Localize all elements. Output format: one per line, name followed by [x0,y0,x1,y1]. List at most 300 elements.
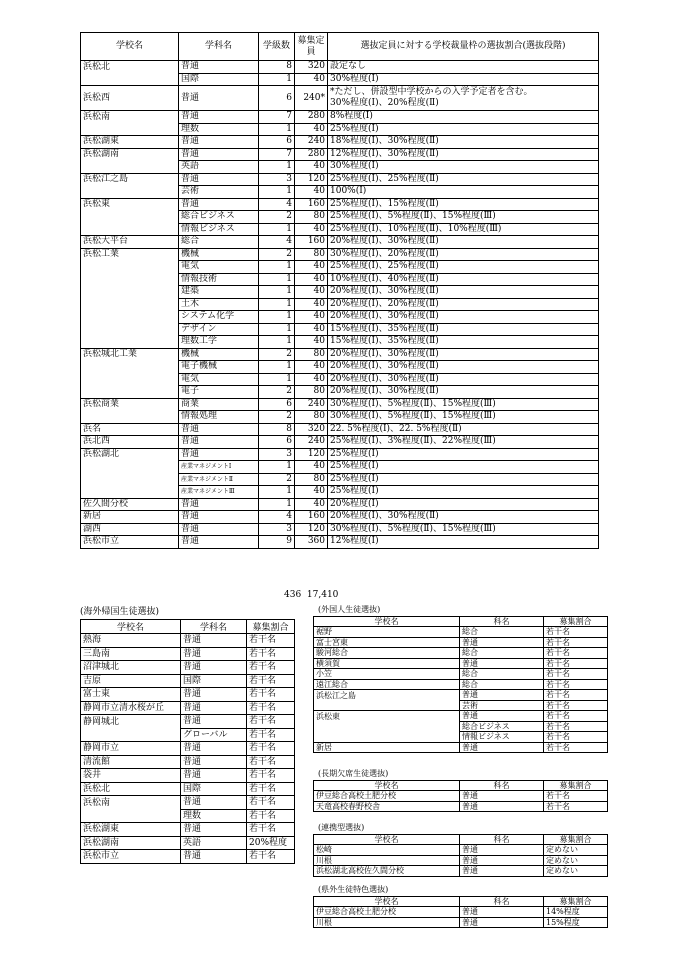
ratio-cell: 30%程度(Ⅰ)、20%程度(Ⅱ) [328,248,599,261]
course-cell: 普通 [179,61,259,74]
capacity-cell: 80 [295,248,328,261]
school-cell [81,311,179,324]
table-row [81,173,599,186]
renkei-header-course: 科名 [460,835,544,845]
table-row [81,398,599,411]
ratio-cell: 若干名 [544,627,608,638]
table-row [314,866,608,877]
ratio-cell: 15%程度 [544,917,608,928]
school-cell: 浜松江之島 [314,690,460,701]
course-cell: 普通 [179,136,259,149]
renkei-header-school: 学校名 [314,835,460,845]
school-cell: 横須賀 [314,658,460,669]
kaigai-header-ratio: 募集割合 [247,620,295,634]
ratio-cell: 若干名 [544,669,608,680]
school-cell: 静岡城北 [81,715,181,729]
school-cell: 川根 [314,917,460,928]
school-cell: 伊豆総合高校土肥分校 [314,791,460,802]
course-cell: 普通 [179,148,259,161]
school-cell [81,261,179,274]
school-cell: 遠江総合 [314,679,460,690]
table-row [81,261,599,274]
kaigai-header-course: 学科名 [181,620,247,634]
school-cell [81,473,179,486]
ratio-cell: 25%程度(Ⅰ)、3%程度(Ⅱ)、22%程度(Ⅲ) [328,436,599,449]
ratio-cell: 20%程度 [247,836,295,850]
total-row [284,590,338,600]
classes-cell: 1 [259,323,295,336]
capacity-cell: 40 [295,336,328,349]
capacity-cell: 120 [295,523,328,536]
capacity-cell: 80 [295,386,328,399]
table-row [81,148,599,161]
ratio-cell: 20%程度(Ⅰ) [328,498,599,511]
capacity-cell: 320 [295,61,328,74]
ratio-cell: 若干名 [247,755,295,769]
table-row [314,845,608,856]
course-cell: 普通 [181,634,247,648]
table-row [81,223,599,236]
table-row [81,634,295,648]
school-cell [81,728,181,742]
capacity-cell: 40 [295,373,328,386]
capacity-cell: 40 [295,311,328,324]
capacity-cell: 40 [295,186,328,199]
table-row [81,511,599,524]
table-row [314,721,608,732]
kengai-header-ratio: 募集割合 [544,897,608,907]
school-cell: 浜松東 [314,711,460,722]
table-row [81,111,599,124]
school-cell [81,361,179,374]
school-cell: 湖西 [81,523,179,536]
classes-cell: 1 [259,161,295,174]
classes-cell: 2 [259,386,295,399]
ratio-cell: 30%程度(Ⅰ)、5%程度(Ⅱ)、15%程度(Ⅲ) [328,523,599,536]
course-cell: 普通 [460,637,544,648]
ratio-cell: 22. 5%程度(Ⅰ)、22. 5%程度(Ⅱ) [328,423,599,436]
school-cell: 浜松東 [81,198,179,211]
header-school: 学校名 [81,33,179,61]
classes-cell: 1 [259,486,295,499]
course-cell: 普通 [460,711,544,722]
ratio-cell: 若干名 [544,637,608,648]
classes-cell: 7 [259,111,295,124]
course-cell: 総合 [460,669,544,680]
course-cell: 電気 [179,373,259,386]
ratio-cell: 若干名 [247,850,295,864]
capacity-cell: 80 [295,473,328,486]
table-row [81,674,295,688]
school-cell: 浜松湖南 [81,836,181,850]
ratio-cell: 若干名 [247,769,295,783]
ratio-cell: 12%程度(Ⅰ) [328,536,599,549]
ratio-cell: 20%程度(Ⅰ)、20%程度(Ⅱ) [328,298,599,311]
header-classes: 学級数 [259,33,295,61]
course-cell: 情報ビジネス [179,223,259,236]
table-row [81,198,599,211]
ratio-cell: 25%程度(Ⅰ) [328,486,599,499]
capacity-cell: 40 [295,461,328,474]
ratio-cell: 若干名 [544,732,608,743]
table-row [81,647,295,661]
table-row [81,323,599,336]
course-cell: 普通 [181,715,247,729]
choki-table [313,780,608,812]
school-cell [81,211,179,224]
school-cell [81,123,179,136]
course-cell: 普通 [181,661,247,675]
course-cell: 普通 [460,866,544,877]
classes-cell: 1 [259,261,295,274]
classes-cell: 2 [259,348,295,361]
school-cell [314,732,460,743]
table-row [81,336,599,349]
course-cell: 芸術 [460,700,544,711]
school-cell: 浜松湖北高校佐久間分校 [314,866,460,877]
course-cell: 総合 [179,236,259,249]
table-row [81,423,599,436]
course-cell: 普通 [460,690,544,701]
renkei-header-ratio: 募集割合 [544,835,608,845]
capacity-cell: 40 [295,73,328,86]
school-cell: 熱海 [81,634,181,648]
capacity-cell: 80 [295,348,328,361]
classes-cell: 1 [259,498,295,511]
course-cell: 普通 [460,907,544,918]
school-cell [81,386,179,399]
table-row [81,123,599,136]
classes-cell: 6 [259,398,295,411]
school-cell: 浜松西 [81,86,179,111]
table-row [81,273,599,286]
school-cell: 静岡市立 [81,742,181,756]
table-row [81,782,295,796]
course-cell: 国際 [181,782,247,796]
capacity-cell: 360 [295,536,328,549]
school-cell: 清流館 [81,755,181,769]
table-row [81,498,599,511]
capacity-cell: 240* [295,86,328,111]
course-cell: 普通 [181,647,247,661]
gaikokujin-table [313,616,608,753]
capacity-cell: 280 [295,148,328,161]
school-cell [81,286,179,299]
capacity-cell: 40 [295,498,328,511]
school-cell: 沼津城北 [81,661,181,675]
ratio-cell: 若干名 [544,690,608,701]
course-cell: 産業マネジメントⅡ [179,473,259,486]
capacity-cell: 160 [295,511,328,524]
kengai-caption: (県外生徒特色選抜) [318,885,389,894]
ratio-cell: 20%程度(Ⅰ)、30%程度(Ⅱ) [328,373,599,386]
school-cell: 駿河総合 [314,648,460,659]
ratio-cell: 定めない [544,866,608,877]
course-cell: 産業マネジメントⅠ [179,461,259,474]
school-cell [81,186,179,199]
school-cell [81,223,179,236]
ratio-cell: 定めない [544,855,608,866]
school-cell [314,721,460,732]
course-cell: 総合ビジネス [179,211,259,224]
classes-cell: 3 [259,173,295,186]
ratio-cell: 30%程度(Ⅰ) [328,73,599,86]
ratio-cell: 若干名 [544,711,608,722]
ratio-cell: 100%(Ⅰ) [328,186,599,199]
table-row [81,850,295,864]
school-cell: 三島南 [81,647,181,661]
ratio-cell: 若干名 [247,634,295,648]
school-cell: 浜松江之島 [81,173,179,186]
school-cell: 浜松商業 [81,398,179,411]
table-row [81,236,599,249]
course-cell: 普通 [181,688,247,702]
course-cell: 普通 [179,111,259,124]
ratio-cell: 8%程度(Ⅰ) [328,111,599,124]
capacity-cell: 80 [295,411,328,424]
classes-cell: 1 [259,73,295,86]
school-cell: 吉原 [81,674,181,688]
course-cell: 土木 [179,298,259,311]
school-cell: 静岡市立清水桜が丘 [81,701,181,715]
school-cell: 浜松湖東 [81,823,181,837]
course-cell: 普通 [460,801,544,812]
school-cell: 浜松北 [81,61,179,74]
kengai-header-course: 科名 [460,897,544,907]
table-row [81,348,599,361]
table-row [81,473,599,486]
ratio-cell: 若干名 [544,801,608,812]
classes-cell: 1 [259,373,295,386]
school-cell: 富士宮東 [314,637,460,648]
choki-caption: (長期欠席生徒選抜) [318,769,389,778]
table-row [81,211,599,224]
table-row [81,661,295,675]
course-cell: 総合 [460,648,544,659]
ratio-cell: 設定なし [328,61,599,74]
ratio-cell: 若干名 [544,721,608,732]
capacity-cell: 40 [295,261,328,274]
ratio-cell: 若干名 [247,742,295,756]
capacity-cell: 120 [295,448,328,461]
ratio-cell: 若干名 [247,823,295,837]
course-cell: 国際 [179,73,259,86]
table-row [81,742,295,756]
school-cell [81,273,179,286]
capacity-cell: 280 [295,111,328,124]
ratio-cell: 20%程度(Ⅰ)、30%程度(Ⅱ) [328,348,599,361]
ratio-cell: 若干名 [247,809,295,823]
school-cell [81,73,179,86]
course-cell: 普通 [179,173,259,186]
course-cell: 情報ビジネス [460,732,544,743]
capacity-cell: 320 [295,423,328,436]
course-cell: 普通 [179,423,259,436]
classes-cell: 6 [259,86,295,111]
table-row [314,700,608,711]
course-cell: 英語 [181,836,247,850]
table-row [314,742,608,753]
capacity-cell: 40 [295,123,328,136]
table-row [314,791,608,802]
kengai-header-school: 学校名 [314,897,460,907]
classes-cell: 4 [259,511,295,524]
course-cell: 情報処理 [179,411,259,424]
ratio-cell: 若干名 [544,658,608,669]
course-cell: 国際 [181,674,247,688]
ratio-cell: 18%程度(Ⅰ)、30%程度(Ⅱ) [328,136,599,149]
classes-cell: 1 [259,361,295,374]
course-cell: 普通 [179,511,259,524]
table-row [314,679,608,690]
main-quota-table [80,32,599,549]
school-cell: 浜松城北工業 [81,348,179,361]
course-cell: 建築 [179,286,259,299]
school-cell: 浜松大平台 [81,236,179,249]
school-cell: 富士東 [81,688,181,702]
classes-cell: 3 [259,448,295,461]
table-row [81,386,599,399]
course-cell: 電子機械 [179,361,259,374]
course-cell: 普通 [179,536,259,549]
table-row [81,448,599,461]
capacity-cell: 80 [295,211,328,224]
gaikokujin-header-ratio: 募集割合 [544,617,608,627]
table-row [81,688,295,702]
course-cell: 機械 [179,248,259,261]
capacity-cell: 40 [295,323,328,336]
table-row [81,61,599,74]
course-cell: 普通 [181,796,247,810]
table-row [314,627,608,638]
classes-cell: 2 [259,211,295,224]
course-cell: 電子 [179,386,259,399]
header-ratio: 選抜定員に対する学校裁量枠の選抜割合(選抜段階) [328,33,599,61]
ratio-cell: 定めない [544,845,608,856]
capacity-cell: 160 [295,236,328,249]
course-cell: 普通 [460,917,544,928]
choki-header-ratio: 募集割合 [544,781,608,791]
capacity-cell: 160 [295,198,328,211]
ratio-cell: 若干名 [544,742,608,753]
classes-cell: 3 [259,523,295,536]
ratio-cell: 20%程度(Ⅰ)、30%程度(Ⅱ) [328,386,599,399]
ratio-cell: 若干名 [247,715,295,729]
ratio-cell: 25%程度(Ⅰ) [328,448,599,461]
course-cell: 総合 [460,679,544,690]
ratio-cell [328,86,599,111]
classes-cell: 1 [259,223,295,236]
classes-cell: 1 [259,273,295,286]
header-capacity: 募集定員 [295,33,328,61]
classes-cell: 8 [259,61,295,74]
kengai-table [313,896,608,928]
school-cell: 小笠 [314,669,460,680]
course-cell: 電気 [179,261,259,274]
main-header-row [81,33,599,61]
table-row [314,855,608,866]
table-row [81,796,295,810]
school-cell [81,411,179,424]
ratio-cell: 若干名 [247,661,295,675]
classes-cell: 1 [259,123,295,136]
ratio-cell: 若干名 [544,679,608,690]
course-cell: 芸術 [179,186,259,199]
school-cell: 裾野 [314,627,460,638]
course-cell: 普通 [460,742,544,753]
table-row [81,769,295,783]
renkei-caption: (連携型選抜) [318,823,365,832]
course-cell: 普通 [181,769,247,783]
ratio-cell: 20%程度(Ⅰ)、30%程度(Ⅱ) [328,311,599,324]
course-cell: 普通 [179,86,259,111]
kaigai-table [80,619,295,864]
ratio-cell: 若干名 [544,700,608,711]
school-cell: 天竜高校春野校舎 [314,801,460,812]
school-cell: 袋井 [81,769,181,783]
classes-cell: 1 [259,186,295,199]
classes-cell: 4 [259,198,295,211]
total-classes: 436 [284,590,302,600]
table-row [314,732,608,743]
table-row [81,728,295,742]
table-row [314,637,608,648]
table-row [81,755,295,769]
course-cell: 理数 [179,123,259,136]
course-cell: 普通 [181,701,247,715]
school-cell: 浜松湖北 [81,448,179,461]
school-cell [81,161,179,174]
capacity-cell: 40 [295,486,328,499]
table-row [314,711,608,722]
table-row [81,248,599,261]
classes-cell: 1 [259,286,295,299]
ratio-cell: 30%程度(Ⅰ)、5%程度(Ⅱ)、15%程度(Ⅲ) [328,398,599,411]
capacity-cell: 120 [295,173,328,186]
ratio-cell: 若干名 [247,688,295,702]
capacity-cell: 40 [295,286,328,299]
course-cell: 普通 [181,850,247,864]
course-cell: 普通 [460,855,544,866]
ratio-cell: 15%程度(Ⅰ)、35%程度(Ⅱ) [328,336,599,349]
school-cell: 新居 [81,511,179,524]
school-cell: 浜名 [81,423,179,436]
course-cell: 普通 [179,448,259,461]
table-row [314,669,608,680]
capacity-cell: 240 [295,398,328,411]
school-cell: 浜松北 [81,782,181,796]
ratio-cell: 25%程度(Ⅰ) [328,473,599,486]
school-cell: 佐久間分校 [81,498,179,511]
school-cell [81,809,181,823]
table-row [314,801,608,812]
course-cell: 総合 [460,627,544,638]
table-row [81,486,599,499]
school-cell [81,323,179,336]
table-row [81,523,599,536]
table-row [314,648,608,659]
course-cell: 英語 [179,161,259,174]
school-cell: 浜松湖東 [81,136,179,149]
course-cell: 普通 [181,755,247,769]
ratio-cell: 20%程度(Ⅰ)、30%程度(Ⅱ) [328,286,599,299]
header-course: 学科名 [179,33,259,61]
ratio-cell: 12%程度(Ⅰ)、30%程度(Ⅱ) [328,148,599,161]
ratio-cell: 25%程度(Ⅰ)、10%程度(Ⅱ)、10%程度(Ⅲ) [328,223,599,236]
ratio-cell: 30%程度(Ⅰ)、5%程度(Ⅱ)、15%程度(Ⅲ) [328,411,599,424]
classes-cell: 1 [259,336,295,349]
course-cell: 普通 [179,436,259,449]
